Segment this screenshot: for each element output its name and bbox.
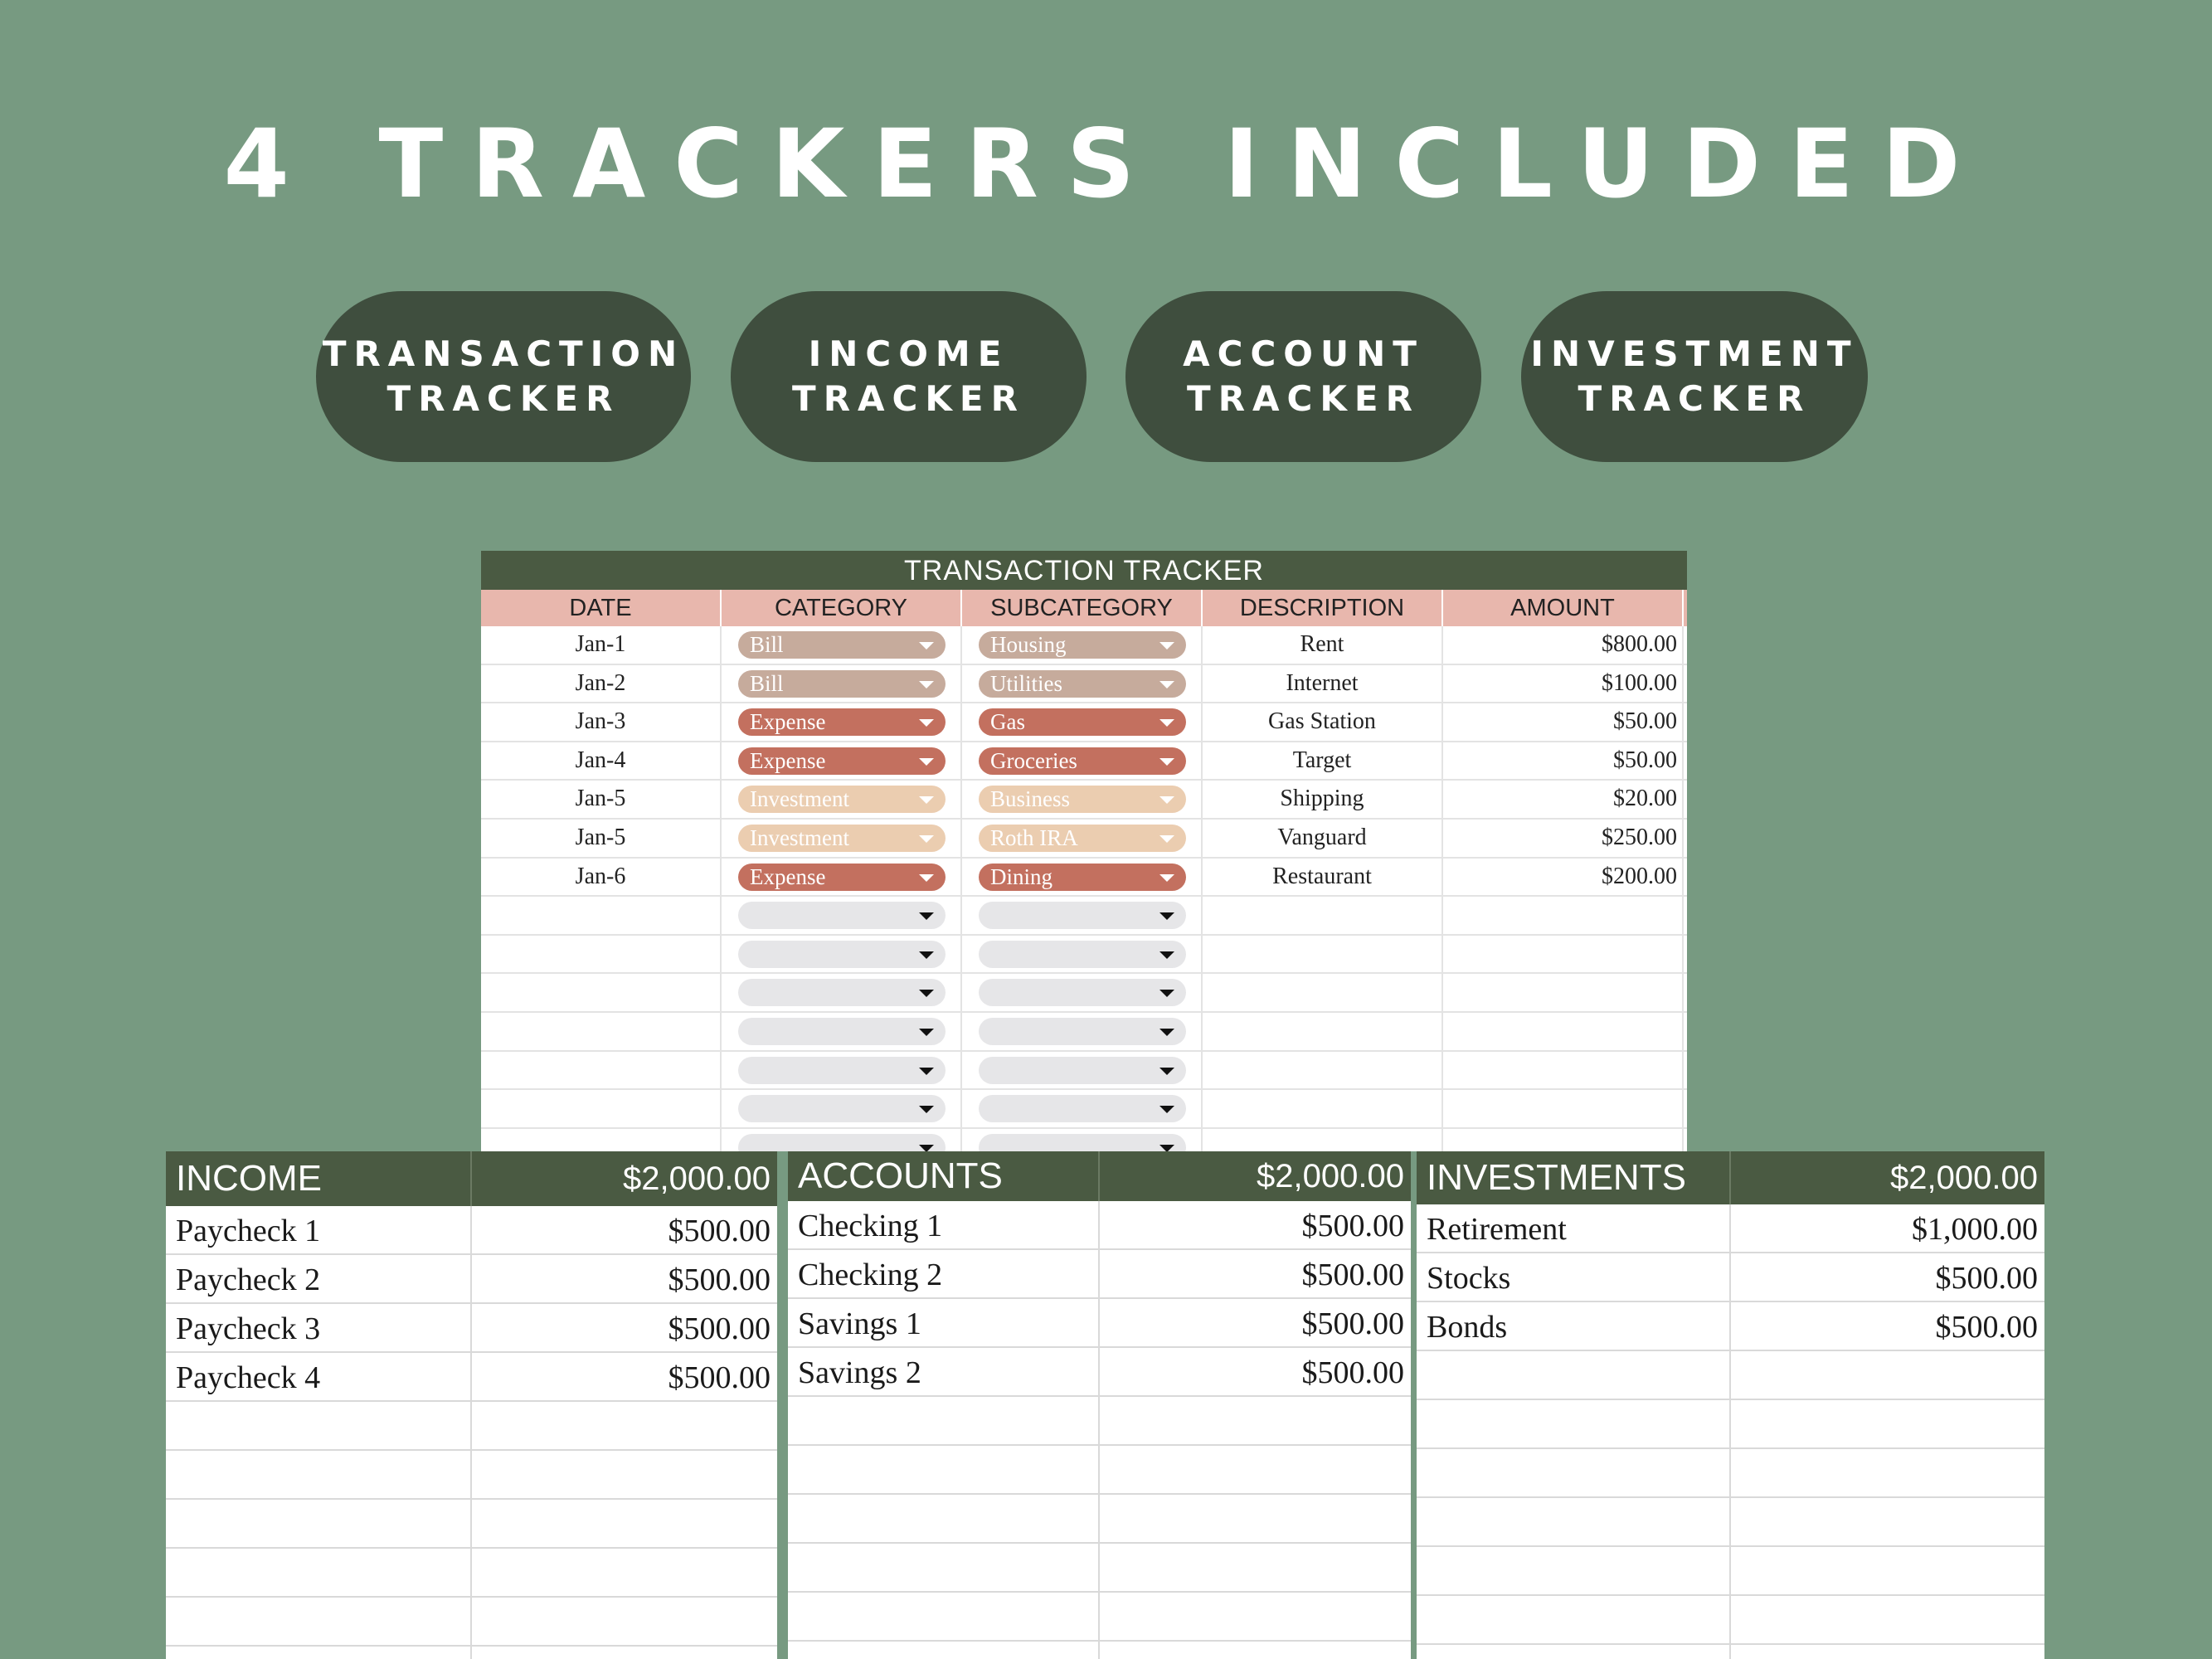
row-value[interactable] bbox=[472, 1549, 778, 1596]
subcategory-dropdown[interactable] bbox=[979, 747, 1186, 775]
sheet-title: INVESTMENTS bbox=[1417, 1151, 1731, 1204]
category-value: Bill bbox=[750, 670, 784, 696]
row-value[interactable] bbox=[1100, 1397, 1412, 1444]
table-row bbox=[788, 1299, 1411, 1348]
column-header-amount: AMOUNT bbox=[1443, 590, 1684, 626]
subcategory-cell bbox=[962, 1090, 1203, 1127]
subcategory-cell bbox=[962, 626, 1203, 664]
row-value[interactable]: $500.00 bbox=[1301, 1355, 1404, 1390]
category-cell bbox=[722, 665, 962, 703]
table-row bbox=[1417, 1400, 2044, 1449]
date-cell[interactable]: Jan-1 bbox=[481, 626, 722, 664]
row-value[interactable] bbox=[1731, 1596, 2045, 1643]
row-value[interactable] bbox=[472, 1500, 778, 1547]
row-label[interactable] bbox=[1417, 1547, 1731, 1594]
chevron-down-icon bbox=[1159, 1145, 1174, 1151]
category-value: Expense bbox=[750, 864, 826, 889]
date-cell[interactable] bbox=[481, 897, 722, 934]
subcategory-dropdown[interactable] bbox=[979, 1057, 1186, 1084]
row-label[interactable] bbox=[1417, 1596, 1731, 1643]
description-cell[interactable] bbox=[1203, 1090, 1443, 1127]
column-header-date: DATE bbox=[481, 590, 722, 626]
table-row bbox=[788, 1593, 1411, 1642]
date-cell[interactable] bbox=[481, 1090, 722, 1127]
table-row bbox=[481, 781, 1687, 820]
subcategory-value: Roth IRA bbox=[990, 825, 1078, 850]
row-value[interactable] bbox=[472, 1647, 778, 1659]
description-cell[interactable] bbox=[1203, 936, 1443, 973]
amount-cell[interactable]: $100.00 bbox=[1443, 665, 1684, 703]
chevron-down-icon bbox=[1159, 1068, 1174, 1075]
row-label[interactable]: Paycheck 2 bbox=[166, 1255, 472, 1302]
amount-cell[interactable]: $50.00 bbox=[1443, 742, 1684, 780]
category-dropdown[interactable] bbox=[738, 1095, 946, 1122]
category-cell bbox=[722, 703, 962, 741]
column-header-row bbox=[481, 590, 1687, 626]
amount-cell[interactable]: $250.00 bbox=[1443, 820, 1684, 857]
table-row bbox=[788, 1201, 1411, 1250]
sheet-rows bbox=[788, 1201, 1411, 1659]
table-row bbox=[481, 626, 1687, 665]
table-row bbox=[481, 1013, 1687, 1052]
table-row bbox=[481, 936, 1687, 975]
sheet-rows bbox=[1417, 1204, 2044, 1659]
table-row bbox=[166, 1598, 777, 1647]
subcategory-cell bbox=[962, 859, 1203, 896]
row-value[interactable] bbox=[1100, 1446, 1412, 1493]
row-label[interactable] bbox=[1417, 1645, 1731, 1659]
row-label[interactable] bbox=[788, 1593, 1100, 1640]
badge-line-1: ACCOUNT bbox=[1183, 333, 1424, 374]
chevron-down-icon bbox=[919, 951, 934, 959]
subcategory-value: Dining bbox=[990, 864, 1053, 889]
amount-cell[interactable]: $20.00 bbox=[1443, 781, 1684, 818]
subcategory-dropdown[interactable] bbox=[979, 902, 1186, 929]
row-label[interactable]: Savings 1 bbox=[788, 1299, 1100, 1346]
chevron-down-icon bbox=[919, 1029, 934, 1036]
table-row bbox=[166, 1206, 777, 1255]
chevron-down-icon bbox=[1159, 642, 1174, 649]
table-row bbox=[166, 1500, 777, 1549]
row-label[interactable] bbox=[166, 1402, 472, 1449]
row-value[interactable] bbox=[1100, 1593, 1412, 1640]
amount-cell[interactable] bbox=[1443, 974, 1684, 1011]
chevron-down-icon bbox=[919, 758, 934, 766]
sheet-total: $2,000.00 bbox=[1890, 1160, 2038, 1196]
category-cell bbox=[722, 897, 962, 934]
table-row bbox=[788, 1446, 1411, 1495]
table-row bbox=[788, 1250, 1411, 1299]
sheet-total: $2,000.00 bbox=[1257, 1158, 1404, 1194]
chevron-down-icon bbox=[919, 990, 934, 997]
row-value[interactable] bbox=[1100, 1495, 1412, 1542]
category-cell bbox=[722, 1090, 962, 1127]
chevron-down-icon bbox=[919, 1106, 934, 1113]
category-value: Investment bbox=[750, 786, 849, 812]
category-dropdown[interactable] bbox=[738, 825, 946, 852]
badge-line-2: TRACKER bbox=[1187, 378, 1420, 419]
category-cell bbox=[722, 859, 962, 896]
subcategory-dropdown[interactable] bbox=[979, 786, 1186, 813]
transaction-rows bbox=[481, 626, 1687, 1151]
category-cell bbox=[722, 781, 962, 818]
description-cell[interactable] bbox=[1203, 1013, 1443, 1050]
category-cell bbox=[722, 936, 962, 973]
row-value[interactable]: $500.00 bbox=[1935, 1310, 2038, 1345]
subcategory-dropdown[interactable] bbox=[979, 631, 1186, 659]
category-cell bbox=[722, 742, 962, 780]
row-label[interactable]: Paycheck 4 bbox=[166, 1353, 472, 1400]
table-row bbox=[166, 1549, 777, 1598]
category-value: Investment bbox=[750, 825, 849, 850]
chevron-down-icon bbox=[1159, 912, 1174, 920]
row-label[interactable]: Paycheck 3 bbox=[166, 1304, 472, 1351]
transaction-tracker-sheet bbox=[481, 551, 1687, 1151]
accounts-sheet bbox=[788, 1151, 1411, 1659]
subcategory-dropdown[interactable] bbox=[979, 825, 1186, 852]
table-row bbox=[481, 1052, 1687, 1091]
category-dropdown[interactable] bbox=[738, 902, 946, 929]
table-row bbox=[481, 897, 1687, 936]
category-cell bbox=[722, 1013, 962, 1050]
row-label[interactable]: Paycheck 1 bbox=[166, 1206, 472, 1253]
row-value[interactable] bbox=[472, 1402, 778, 1449]
table-row bbox=[1417, 1449, 2044, 1498]
table-row bbox=[788, 1544, 1411, 1593]
chevron-down-icon bbox=[1159, 1029, 1174, 1036]
category-cell bbox=[722, 1052, 962, 1089]
chevron-down-icon bbox=[1159, 681, 1174, 688]
table-row bbox=[481, 974, 1687, 1013]
chevron-down-icon bbox=[1159, 951, 1174, 959]
table-row bbox=[481, 859, 1687, 898]
table-row bbox=[481, 742, 1687, 781]
investments-sheet bbox=[1417, 1151, 2044, 1659]
table-row bbox=[1417, 1253, 2044, 1302]
subcategory-cell bbox=[962, 936, 1203, 973]
row-label[interactable]: Checking 1 bbox=[788, 1201, 1100, 1248]
table-row bbox=[1417, 1351, 2044, 1400]
category-cell bbox=[722, 1129, 962, 1151]
row-label[interactable] bbox=[166, 1598, 472, 1645]
row-label[interactable] bbox=[166, 1549, 472, 1596]
date-cell[interactable] bbox=[481, 974, 722, 1011]
subcategory-cell bbox=[962, 1129, 1203, 1151]
row-value[interactable]: $500.00 bbox=[1935, 1261, 2038, 1296]
category-value: Expense bbox=[750, 709, 826, 735]
subcategory-dropdown[interactable] bbox=[979, 864, 1186, 891]
row-value[interactable] bbox=[1731, 1547, 2045, 1594]
table-row bbox=[166, 1353, 777, 1402]
subcategory-value: Groceries bbox=[990, 747, 1077, 773]
transaction-tracker-badge bbox=[316, 291, 691, 462]
table-row bbox=[788, 1642, 1411, 1659]
subcategory-value: Utilities bbox=[990, 670, 1062, 696]
row-label[interactable] bbox=[788, 1642, 1100, 1659]
date-cell[interactable] bbox=[481, 1129, 722, 1151]
badge-line-2: TRACKER bbox=[386, 378, 620, 419]
chevron-down-icon bbox=[919, 719, 934, 727]
table-row bbox=[481, 820, 1687, 859]
subcategory-dropdown[interactable] bbox=[979, 979, 1186, 1006]
category-dropdown[interactable] bbox=[738, 1134, 946, 1151]
table-row bbox=[166, 1255, 777, 1304]
row-value[interactable] bbox=[472, 1451, 778, 1498]
description-cell[interactable]: Shipping bbox=[1203, 781, 1443, 818]
subcategory-cell bbox=[962, 1013, 1203, 1050]
date-cell[interactable]: Jan-6 bbox=[481, 859, 722, 896]
sheet-title: TRANSACTION TRACKER bbox=[481, 551, 1687, 590]
row-label[interactable]: Checking 2 bbox=[788, 1250, 1100, 1297]
subcategory-cell bbox=[962, 665, 1203, 703]
row-label[interactable]: Stocks bbox=[1417, 1253, 1731, 1301]
chevron-down-icon bbox=[1159, 990, 1174, 997]
chevron-down-icon bbox=[1159, 796, 1174, 804]
row-label[interactable]: Savings 2 bbox=[788, 1348, 1100, 1395]
row-value[interactable] bbox=[1731, 1645, 2045, 1659]
category-dropdown[interactable] bbox=[738, 747, 946, 775]
description-cell[interactable]: Rent bbox=[1203, 626, 1443, 664]
column-header-subcategory: SUBCATEGORY bbox=[962, 590, 1203, 626]
description-cell[interactable]: Vanguard bbox=[1203, 820, 1443, 857]
chevron-down-icon bbox=[919, 912, 934, 920]
row-value[interactable]: $500.00 bbox=[1301, 1209, 1404, 1243]
subcategory-cell bbox=[962, 742, 1203, 780]
row-label[interactable] bbox=[166, 1451, 472, 1498]
table-row bbox=[481, 1129, 1687, 1151]
row-label[interactable] bbox=[788, 1495, 1100, 1542]
amount-cell[interactable] bbox=[1443, 897, 1684, 934]
subcategory-dropdown[interactable] bbox=[979, 941, 1186, 968]
chevron-down-icon bbox=[1159, 874, 1174, 882]
subcategory-cell bbox=[962, 1052, 1203, 1089]
page-headline: 4 TRACKERS INCLUDED bbox=[223, 109, 1989, 219]
badge-line-1: INCOME bbox=[808, 333, 1009, 374]
row-value[interactable] bbox=[1100, 1642, 1412, 1659]
sheet-header bbox=[788, 1151, 1411, 1201]
amount-cell[interactable] bbox=[1443, 936, 1684, 973]
chevron-down-icon bbox=[919, 642, 934, 649]
row-label[interactable] bbox=[1417, 1400, 1731, 1447]
chevron-down-icon bbox=[1159, 758, 1174, 766]
sheet-header bbox=[1417, 1151, 2044, 1204]
badge-line-2: TRACKER bbox=[1578, 378, 1811, 419]
date-cell[interactable] bbox=[481, 936, 722, 973]
table-row bbox=[1417, 1547, 2044, 1596]
badge-line-1: TRANSACTION bbox=[322, 333, 685, 374]
chevron-down-icon bbox=[919, 796, 934, 804]
row-label[interactable]: Bonds bbox=[1417, 1302, 1731, 1350]
row-label[interactable] bbox=[788, 1446, 1100, 1493]
table-row bbox=[1417, 1498, 2044, 1547]
row-label[interactable] bbox=[166, 1500, 472, 1547]
amount-cell[interactable]: $50.00 bbox=[1443, 703, 1684, 741]
row-label[interactable] bbox=[788, 1544, 1100, 1591]
date-cell[interactable]: Jan-5 bbox=[481, 820, 722, 857]
table-row bbox=[481, 1090, 1687, 1129]
table-row bbox=[788, 1397, 1411, 1446]
subcategory-cell bbox=[962, 974, 1203, 1011]
category-dropdown[interactable] bbox=[738, 979, 946, 1006]
subcategory-dropdown[interactable] bbox=[979, 708, 1186, 736]
subcategory-dropdown[interactable] bbox=[979, 1134, 1186, 1151]
row-label[interactable] bbox=[1417, 1449, 1731, 1496]
row-value[interactable]: $500.00 bbox=[668, 1311, 771, 1346]
subcategory-cell bbox=[962, 897, 1203, 934]
sheet-header bbox=[166, 1151, 777, 1206]
table-row bbox=[1417, 1596, 2044, 1645]
chevron-down-icon bbox=[1159, 719, 1174, 727]
investment-tracker-badge bbox=[1521, 291, 1868, 462]
subcategory-dropdown[interactable] bbox=[979, 1095, 1186, 1122]
row-value[interactable] bbox=[472, 1598, 778, 1645]
subcategory-cell bbox=[962, 820, 1203, 857]
sheet-total: $2,000.00 bbox=[623, 1160, 771, 1197]
category-cell bbox=[722, 626, 962, 664]
subcategory-cell bbox=[962, 781, 1203, 818]
subcategory-value: Business bbox=[990, 786, 1071, 812]
sheet-title: ACCOUNTS bbox=[788, 1151, 1100, 1201]
description-cell[interactable]: Target bbox=[1203, 742, 1443, 780]
chevron-down-icon bbox=[919, 1068, 934, 1075]
chevron-down-icon bbox=[919, 1145, 934, 1151]
amount-cell[interactable] bbox=[1443, 1052, 1684, 1089]
date-cell[interactable]: Jan-4 bbox=[481, 742, 722, 780]
chevron-down-icon bbox=[1159, 835, 1174, 843]
row-value[interactable]: $500.00 bbox=[668, 1360, 771, 1395]
row-value[interactable] bbox=[1731, 1498, 2045, 1545]
row-label[interactable]: Retirement bbox=[1417, 1204, 1731, 1252]
description-cell[interactable]: Internet bbox=[1203, 665, 1443, 703]
amount-cell[interactable] bbox=[1443, 1090, 1684, 1127]
column-header-description: DESCRIPTION bbox=[1203, 590, 1443, 626]
income-tracker-badge bbox=[731, 291, 1087, 462]
subcategory-dropdown[interactable] bbox=[979, 1018, 1186, 1045]
date-cell[interactable] bbox=[481, 1013, 722, 1050]
sheet-rows bbox=[166, 1206, 777, 1659]
category-dropdown[interactable] bbox=[738, 1057, 946, 1084]
table-row bbox=[166, 1647, 777, 1659]
table-row bbox=[1417, 1302, 2044, 1351]
row-value[interactable]: $500.00 bbox=[1301, 1306, 1404, 1341]
description-cell[interactable] bbox=[1203, 1129, 1443, 1151]
date-cell[interactable]: Jan-2 bbox=[481, 665, 722, 703]
subcategory-value: Housing bbox=[990, 632, 1067, 657]
category-dropdown[interactable] bbox=[738, 864, 946, 891]
amount-cell[interactable] bbox=[1443, 1129, 1684, 1151]
table-row bbox=[481, 703, 1687, 742]
description-cell[interactable] bbox=[1203, 974, 1443, 1011]
category-dropdown[interactable] bbox=[738, 1018, 946, 1045]
category-dropdown[interactable] bbox=[738, 708, 946, 736]
description-cell[interactable] bbox=[1203, 897, 1443, 934]
row-value[interactable] bbox=[1731, 1449, 2045, 1496]
description-cell[interactable]: Restaurant bbox=[1203, 859, 1443, 896]
row-label[interactable] bbox=[1417, 1498, 1731, 1545]
row-label[interactable] bbox=[1417, 1351, 1731, 1399]
category-value: Expense bbox=[750, 747, 826, 773]
table-row bbox=[166, 1304, 777, 1353]
category-cell bbox=[722, 820, 962, 857]
date-cell[interactable] bbox=[481, 1052, 722, 1089]
category-dropdown[interactable] bbox=[738, 631, 946, 659]
row-value[interactable] bbox=[1100, 1544, 1412, 1591]
account-tracker-badge bbox=[1125, 291, 1481, 462]
row-value[interactable] bbox=[1731, 1351, 2045, 1399]
income-sheet bbox=[166, 1151, 777, 1659]
chevron-down-icon bbox=[919, 681, 934, 688]
description-cell[interactable]: Gas Station bbox=[1203, 703, 1443, 741]
amount-cell[interactable] bbox=[1443, 1013, 1684, 1050]
row-value[interactable]: $500.00 bbox=[668, 1262, 771, 1297]
row-value[interactable] bbox=[1731, 1400, 2045, 1447]
date-cell[interactable]: Jan-3 bbox=[481, 703, 722, 741]
table-row bbox=[788, 1495, 1411, 1544]
row-value[interactable]: $1,000.00 bbox=[1912, 1212, 2038, 1247]
subcategory-value: Gas bbox=[990, 709, 1025, 735]
description-cell[interactable] bbox=[1203, 1052, 1443, 1089]
row-label[interactable] bbox=[166, 1647, 472, 1659]
date-cell[interactable]: Jan-5 bbox=[481, 781, 722, 818]
chevron-down-icon bbox=[919, 835, 934, 843]
subcategory-dropdown[interactable] bbox=[979, 670, 1186, 698]
category-value: Bill bbox=[750, 632, 784, 657]
table-row bbox=[481, 665, 1687, 704]
table-row bbox=[788, 1348, 1411, 1397]
table-row bbox=[166, 1451, 777, 1500]
subcategory-cell bbox=[962, 703, 1203, 741]
badge-line-2: TRACKER bbox=[792, 378, 1025, 419]
chevron-down-icon bbox=[1159, 1106, 1174, 1113]
column-header-category: CATEGORY bbox=[722, 590, 962, 626]
amount-cell[interactable]: $800.00 bbox=[1443, 626, 1684, 664]
category-dropdown[interactable] bbox=[738, 786, 946, 813]
badge-line-1: INVESTMENT bbox=[1530, 333, 1859, 374]
amount-cell[interactable]: $200.00 bbox=[1443, 859, 1684, 896]
category-cell bbox=[722, 974, 962, 1011]
table-row bbox=[1417, 1645, 2044, 1659]
table-row bbox=[1417, 1204, 2044, 1253]
chevron-down-icon bbox=[919, 874, 934, 882]
category-dropdown[interactable] bbox=[738, 941, 946, 968]
sheet-title: INCOME bbox=[166, 1151, 472, 1206]
row-value[interactable]: $500.00 bbox=[668, 1214, 771, 1248]
table-row bbox=[166, 1402, 777, 1451]
category-dropdown[interactable] bbox=[738, 670, 946, 698]
row-value[interactable]: $500.00 bbox=[1301, 1258, 1404, 1292]
row-label[interactable] bbox=[788, 1397, 1100, 1444]
